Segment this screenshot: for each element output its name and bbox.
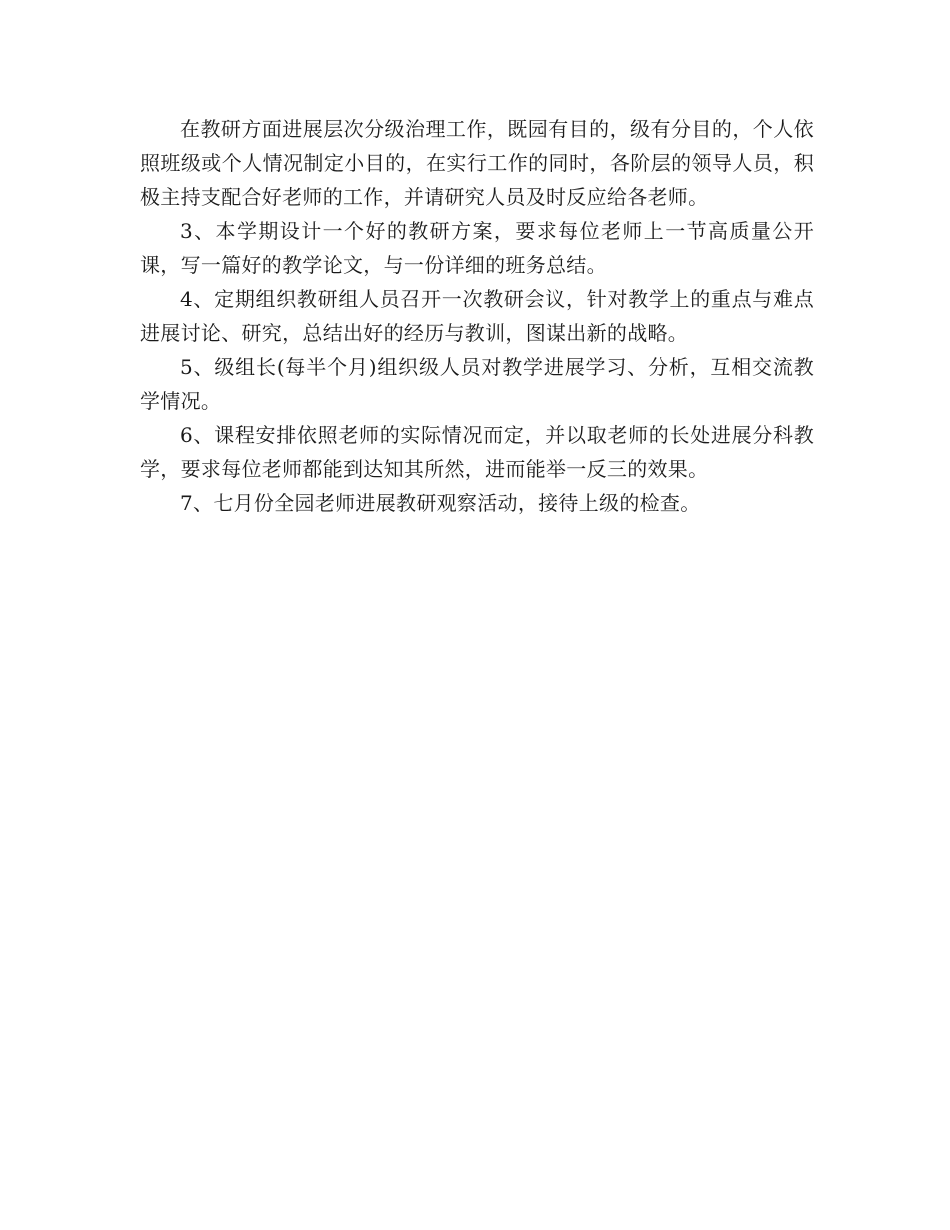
paragraph-item-3: 3、本学期设计一个好的教研方案，要求每位老师上一节高质量公开课，写一篇好的教学论文，与一份详细的班务总结。	[140, 219, 814, 277]
paragraph-item-7: 7、七月份全园老师进展教研观察活动，接待上级的检查。	[180, 491, 701, 515]
paragraph-item-6: 6、课程安排依照老师的实际情况而定，并以取老师的长处进展分科教学，要求每位老师都能到达知其所然，进而能举一反三的效果。	[140, 423, 814, 481]
paragraph-item-4: 4、定期组织教研组人员召开一次教研会议，针对教学上的重点与难点进展讨论、研究，总结出好的经历与教训，图谋出新的战略。	[140, 287, 814, 345]
paragraph-research-management: 在教研方面进展层次分级治理工作，既园有目的，级有分目的，个人依照班级或个人情况制定小目的，在实行工作的同时，各阶层的领导人员，积极主持支配合好老师的工作，并请研究人员及时反应给各老师。	[140, 117, 814, 209]
document-body	[140, 112, 814, 520]
paragraph-item-5: 5、级组长(每半个月)组织级人员对教学进展学习、分析，互相交流教学情况。	[140, 355, 814, 413]
